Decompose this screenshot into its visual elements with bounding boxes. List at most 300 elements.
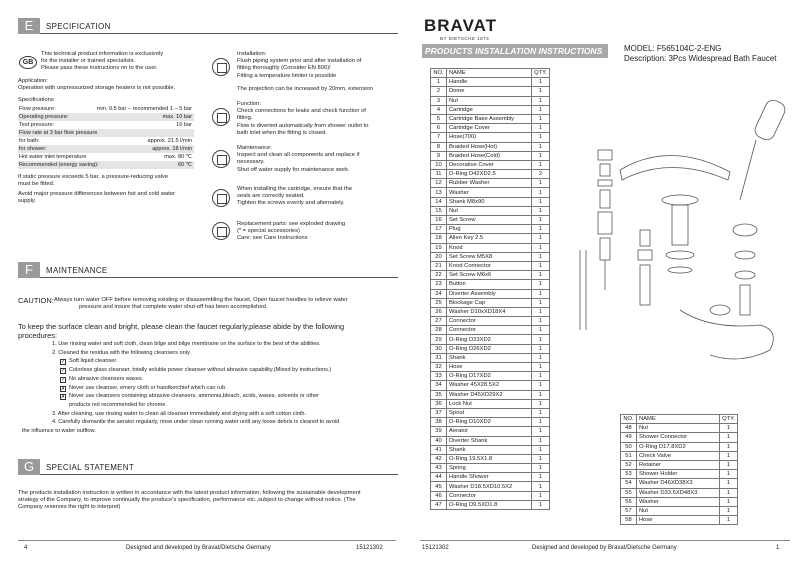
part-qty: 1 — [532, 96, 550, 105]
part-name: Decorative Cover — [447, 160, 532, 169]
table-row — [431, 298, 550, 307]
part-number: 42 — [431, 454, 447, 463]
part-number: 30 — [431, 344, 447, 353]
part-number: 37 — [431, 408, 447, 417]
part-name: O-Ring D42XD2.5 — [447, 170, 532, 179]
part-number: 39 — [431, 427, 447, 436]
intro-text: This technical product information is exclusively for the installer or trained specialists. Please pass these instructions on to the user. — [41, 51, 164, 72]
part-qty: 1 — [720, 479, 738, 488]
cartridge-part — [600, 190, 610, 208]
part-name: Diverter Shank — [447, 436, 532, 445]
part-name: Spring — [447, 464, 532, 473]
table-row — [431, 78, 550, 87]
spec-value: approx. 18 l/min — [152, 146, 192, 152]
part-qty: 1 — [532, 408, 550, 417]
part-qty: 1 — [532, 243, 550, 252]
part-qty: 1 — [532, 491, 550, 500]
cross-icon: ✗ — [61, 385, 66, 392]
shower-shank — [740, 285, 750, 315]
part-number: 33 — [431, 372, 447, 381]
part-name: Washer D45XD29X2 — [447, 390, 532, 399]
knob-part — [638, 250, 652, 260]
spec-label: Operating pressure: — [19, 114, 69, 120]
replacement-text: Replacement parts: see exploded drawing (* = special accessories) Care: see Care Instructions — [237, 221, 346, 242]
table-row — [621, 479, 738, 488]
part-name: Shower Holder — [637, 470, 720, 479]
part-qty: 1 — [532, 124, 550, 133]
lock-nut-part — [668, 267, 692, 273]
section-title: SPECIFICATION — [46, 22, 111, 31]
part-number: 34 — [431, 381, 447, 390]
spec-row — [18, 145, 194, 153]
part-name: Set Screw M6x6 — [447, 271, 532, 280]
part-name: Connector — [447, 317, 532, 326]
col-name: NAME — [637, 415, 720, 424]
part-name: O-Ring D17XD2 — [447, 372, 532, 381]
part-name: Knod — [447, 243, 532, 252]
spec-row — [18, 105, 194, 113]
part-number: 24 — [431, 289, 447, 298]
part-qty: 1 — [532, 473, 550, 482]
part-number: 3 — [431, 96, 447, 105]
part-name: Set Screw M5X8 — [447, 252, 532, 261]
part-number: 14 — [431, 197, 447, 206]
table-row — [431, 408, 550, 417]
part-qty: 1 — [720, 497, 738, 506]
part-number: 26 — [431, 307, 447, 316]
table-row — [431, 317, 550, 326]
part-number: 11 — [431, 170, 447, 179]
table-row — [621, 506, 738, 515]
table-row — [431, 179, 550, 188]
shower-handle — [740, 140, 756, 200]
part-qty: 1 — [720, 451, 738, 460]
table-row — [621, 497, 738, 506]
table-row — [431, 491, 550, 500]
part-number: 45 — [431, 482, 447, 491]
cleanser-item — [60, 384, 339, 393]
part-number: 31 — [431, 353, 447, 362]
part-qty: 1 — [532, 464, 550, 473]
cleanser-list — [52, 357, 339, 401]
part-number: 9 — [431, 151, 447, 160]
part-qty: 1 — [532, 353, 550, 362]
spec-row — [18, 129, 194, 137]
installation-icon — [212, 58, 230, 76]
table-row — [431, 216, 550, 225]
part-name: Aerator — [447, 427, 532, 436]
part-number: 23 — [431, 280, 447, 289]
table-row — [431, 482, 550, 491]
table-row — [431, 252, 550, 261]
part-qty: 1 — [532, 298, 550, 307]
table-row — [621, 488, 738, 497]
footer-code: 15121302 — [356, 545, 383, 551]
part-name: Shank M8x90 — [447, 197, 532, 206]
part-qty: 1 — [532, 160, 550, 169]
table-row — [431, 445, 550, 454]
part-number: 2 — [431, 87, 447, 96]
part-qty: 1 — [532, 307, 550, 316]
part-number: 35 — [431, 390, 447, 399]
spec-label: Flow rate at 3 bar flow pressure — [19, 130, 98, 136]
caution-label: CAUTION: — [18, 296, 54, 305]
part-qty: 1 — [532, 280, 550, 289]
part-qty: 1 — [532, 151, 550, 160]
part-qty: 1 — [532, 500, 550, 509]
part-name: Washer 45X28.5X2 — [447, 381, 532, 390]
section-f-header — [18, 262, 398, 278]
function-icon — [212, 108, 230, 126]
section-letter: G — [18, 459, 40, 475]
part-qty: 1 — [720, 488, 738, 497]
table-row — [431, 87, 550, 96]
part-number: 50 — [621, 442, 637, 451]
part-number: 43 — [431, 464, 447, 473]
part-qty: 1 — [532, 326, 550, 335]
part-number: 13 — [431, 188, 447, 197]
part-number: 6 — [431, 124, 447, 133]
cross-icon: ✗ — [61, 394, 66, 401]
check-icon: ✓ — [61, 376, 66, 383]
spec-value: approx. 21.5 l/min — [147, 138, 192, 144]
part-qty: 1 — [720, 433, 738, 442]
part-number: 10 — [431, 160, 447, 169]
section-e-header — [18, 18, 398, 34]
part-number: 44 — [431, 473, 447, 482]
part-name: Shank — [447, 445, 532, 454]
spec-value: 60 ℃ — [177, 162, 192, 168]
part-name: Shank — [447, 353, 532, 362]
part-number: 5 — [431, 114, 447, 123]
table-row — [431, 206, 550, 215]
cleanser-item — [60, 366, 339, 375]
part-number: 15 — [431, 206, 447, 215]
part-name: Hose — [637, 516, 720, 525]
table-row — [431, 160, 550, 169]
table-row — [431, 105, 550, 114]
part-name: Washer D33.5XD48X3 — [637, 488, 720, 497]
part-number: 56 — [621, 497, 637, 506]
part-name: Handle Shower — [447, 473, 532, 482]
maintenance-text: Maintenance: Inspect and clean all components and replace if necessary. Shut off water supply for maintenance work. — [237, 145, 360, 173]
table-row — [431, 234, 550, 243]
table-row — [431, 96, 550, 105]
part-number: 29 — [431, 335, 447, 344]
part-number: 28 — [431, 326, 447, 335]
table-row — [431, 124, 550, 133]
washer-part — [666, 251, 694, 259]
part-qty: 1 — [532, 390, 550, 399]
part-qty: 1 — [532, 188, 550, 197]
parts-table — [430, 68, 550, 510]
part-name: Nut — [637, 424, 720, 433]
nut-part — [598, 180, 612, 186]
part-qty: 1 — [532, 252, 550, 261]
part-number: 46 — [431, 491, 447, 500]
brand-logo: BRAVAT — [424, 16, 498, 35]
part-qty: 1 — [532, 87, 550, 96]
spec-value: min. 0.5 bar – recommended 1 – 5 bar — [96, 106, 192, 112]
table-row — [431, 326, 550, 335]
part-number: 41 — [431, 445, 447, 454]
part-name: Nut — [637, 506, 720, 515]
part-qty: 1 — [532, 418, 550, 427]
part-number: 16 — [431, 216, 447, 225]
table-row — [431, 363, 550, 372]
part-number: 52 — [621, 460, 637, 469]
part-number: 25 — [431, 298, 447, 307]
gb-badge: GB — [19, 56, 37, 69]
nut-bottom — [710, 305, 730, 315]
spec-label: for shower: — [19, 146, 47, 152]
washer-ring-2 — [735, 271, 755, 279]
part-qty: 1 — [532, 372, 550, 381]
part-qty: 1 — [532, 142, 550, 151]
part-name: O-Ring D10XD2 — [447, 418, 532, 427]
part-name: Braided Hose(Hot) — [447, 142, 532, 151]
part-qty: 1 — [532, 436, 550, 445]
part-qty: 1 — [532, 482, 550, 491]
spout-base — [662, 195, 698, 205]
part-number: 51 — [621, 451, 637, 460]
avoid-note: Avoid major pressure differences between hot and cold water supply. — [18, 191, 176, 205]
part-number: 8 — [431, 142, 447, 151]
part-number: 17 — [431, 225, 447, 234]
part-qty: 1 — [720, 424, 738, 433]
statement-text: The products installation instruction is written in accordance with the latest product information, following the sustainable development strategy of the Company, to improve continually the produce's specification, performance etc.,subject to change without notice. (The Company reserves the right to interpret) — [18, 490, 361, 511]
handle-part — [598, 150, 612, 160]
part-name: O-Ring 19.5X1.8 — [447, 454, 532, 463]
cleanser-item — [60, 375, 339, 384]
part-name: Check Valve — [637, 451, 720, 460]
diverter-part — [640, 230, 650, 246]
cleanser-text: Colorless glass cleanser, totally soluble power cleanser without abrasive capability.(Mixed by instructions.) — [69, 367, 332, 374]
part-name: Knod Connector — [447, 261, 532, 270]
table-row — [431, 473, 550, 482]
parts-table-2 — [620, 414, 738, 525]
part-qty: 1 — [532, 206, 550, 215]
part-name: Lock Nut — [447, 399, 532, 408]
part-name: Braided Hose(Cold) — [447, 151, 532, 160]
spec-label: Flow pressure: — [19, 106, 56, 112]
part-qty: 1 — [532, 454, 550, 463]
check-icon: ✓ — [61, 359, 66, 366]
part-name: Handle — [447, 78, 532, 87]
part-name: Diverter Assembly — [447, 289, 532, 298]
footer-designed: Designed and developed by Bravat/Dietsche Germany — [532, 545, 677, 551]
part-number: 18 — [431, 234, 447, 243]
table-row — [431, 390, 550, 399]
spec-label: for bath: — [19, 138, 40, 144]
part-number: 19 — [431, 243, 447, 252]
part-name: Spout — [447, 408, 532, 417]
replacement-icon — [212, 222, 230, 240]
section-letter: E — [18, 18, 40, 34]
table-row — [431, 225, 550, 234]
part-name: Connector — [447, 326, 532, 335]
page-number: 4 — [24, 545, 28, 551]
col-name: NAME — [447, 69, 532, 78]
part-number: 47 — [431, 500, 447, 509]
description: Description: 3Pcs Widespread Bath Faucet — [624, 54, 777, 63]
part-qty: 1 — [532, 105, 550, 114]
table-row — [621, 424, 738, 433]
table-row — [431, 381, 550, 390]
table-row — [431, 353, 550, 362]
cleanser-item — [60, 357, 339, 366]
spec-row — [18, 153, 194, 161]
table-row — [431, 197, 550, 206]
table-row — [431, 344, 550, 353]
table-row — [431, 188, 550, 197]
section-title: MAINTENANCE — [46, 266, 108, 275]
part-name: Washer — [447, 188, 532, 197]
part-name: Plug — [447, 225, 532, 234]
part-name: Retainer — [637, 460, 720, 469]
part-name: Hose — [447, 363, 532, 372]
shower-hose — [680, 310, 773, 359]
brand-subtitle: BY DIETSCHE 1873 — [440, 36, 490, 41]
cartridge-text: When installing the cartridge, ensure that the seals are correctly seated. Tighten the screws evenly and alternately. — [237, 186, 353, 207]
part-number: 12 — [431, 179, 447, 188]
part-qty: 1 — [532, 216, 550, 225]
table-row — [431, 500, 550, 509]
part-qty: 1 — [532, 317, 550, 326]
part-number: 53 — [621, 470, 637, 479]
part-qty: 1 — [532, 133, 550, 142]
part-qty: 2 — [532, 170, 550, 179]
part-qty: 1 — [532, 78, 550, 87]
part-qty: 1 — [532, 427, 550, 436]
cartridge-base-part — [598, 212, 612, 234]
shank-part — [600, 238, 610, 260]
spec-row — [18, 137, 194, 145]
part-qty: 1 — [532, 445, 550, 454]
table-row — [621, 433, 738, 442]
dome-part — [600, 164, 610, 176]
section-g-header — [18, 459, 398, 475]
part-number: 4 — [431, 105, 447, 114]
spec-value: max. 10 bar — [162, 114, 192, 120]
spec-row — [18, 113, 194, 121]
caution-text: Always turn water OFF before removing existing or disassembling the faucet. Open faucet handles to relieve water pressure and insure that complete water shut-off has been accomplished. — [54, 297, 348, 311]
part-number: 1 — [431, 78, 447, 87]
table-row — [431, 427, 550, 436]
table-row — [621, 460, 738, 469]
part-qty: 1 — [532, 234, 550, 243]
diverter-shank — [640, 265, 650, 305]
part-qty: 1 — [720, 442, 738, 451]
col-no: NO. — [621, 415, 637, 424]
table-row — [431, 151, 550, 160]
part-name: Cartridge — [447, 105, 532, 114]
part-name: Nut — [447, 206, 532, 215]
spec-row — [18, 161, 194, 169]
shower-head — [752, 98, 787, 143]
function-text: Function: Check connections for leaks and check function of fitting. Flow is diverted automatically from shower outlet to bath inlet when the fitting is closed. — [237, 101, 369, 136]
spec-value: 16 bar — [176, 122, 192, 128]
part-qty: 1 — [532, 271, 550, 280]
part-number: 38 — [431, 418, 447, 427]
application-text: Application: Operation with unpressurized storage heaters is not possible. — [18, 78, 176, 92]
page-number: 1 — [776, 545, 780, 551]
part-qty: 1 — [532, 261, 550, 270]
model-info — [624, 44, 777, 64]
part-qty: 1 — [720, 460, 738, 469]
table-row — [431, 114, 550, 123]
table-row — [431, 280, 550, 289]
part-number: 7 — [431, 133, 447, 142]
cleanser-text: Never use cleanser, emery cloth or handkerchief which can rub. — [69, 384, 227, 391]
part-number: 58 — [621, 516, 637, 525]
cleanser-item — [60, 392, 339, 401]
part-qty: 1 — [720, 470, 738, 479]
cleanser-text: Never use cleansers containing abrasive cleansers, ammonia,bleach, acids, waxes, solvents or other — [69, 393, 319, 400]
part-name: Set Screw — [447, 216, 532, 225]
footer-rule — [18, 540, 396, 541]
part-qty: 1 — [720, 506, 738, 515]
col-no: NO. — [431, 69, 447, 78]
part-number: 40 — [431, 436, 447, 445]
cleanser-text: No abrasive cleansers waxes. — [69, 375, 144, 382]
table-row — [431, 133, 550, 142]
part-name: Blockage Cap — [447, 298, 532, 307]
table-row — [431, 399, 550, 408]
table-row — [621, 516, 738, 525]
part-number: 55 — [621, 488, 637, 497]
cleanser-text: Soft liquid cleanser. — [69, 358, 118, 365]
installation-text: Installation: Flush piping system prior and after installation of fitting thoroughly (Consider EN 806)! Fitting a temperature limiter is possible The projection can be increased by 20mm, extension — [237, 51, 373, 92]
section-letter: F — [18, 262, 40, 278]
keep-clean-text: To keep the surface clean and bright, please clean the faucet regularly,please abide by the following procedures: — [18, 322, 345, 340]
spec-row — [18, 121, 194, 129]
table-row — [621, 470, 738, 479]
part-name: Connector — [447, 491, 532, 500]
part-number: 27 — [431, 317, 447, 326]
part-number: 48 — [621, 424, 637, 433]
table-row — [431, 335, 550, 344]
maintenance-icon — [212, 150, 230, 168]
table-row — [431, 142, 550, 151]
table-row — [431, 464, 550, 473]
part-qty: 1 — [532, 381, 550, 390]
part-name: Rubber Washer — [447, 179, 532, 188]
part-qty: 1 — [532, 289, 550, 298]
spec-value: max. 80 ℃ — [164, 154, 192, 160]
part-number: 22 — [431, 271, 447, 280]
table-row — [431, 289, 550, 298]
instructions-banner: PRODUCTS INSTALLATION INSTRUCTIONS — [422, 44, 608, 58]
part-number: 49 — [621, 433, 637, 442]
shower-holder — [733, 224, 757, 236]
cartridge-icon — [212, 189, 230, 207]
col-qty: QTY. — [720, 415, 738, 424]
part-qty: 1 — [532, 344, 550, 353]
part-name: Washer D46XD38X3 — [637, 479, 720, 488]
part-qty: 1 — [532, 197, 550, 206]
part-qty: 1 — [532, 225, 550, 234]
part-qty: 1 — [532, 114, 550, 123]
part-name: O-Ring D9.5XD1.8 — [447, 500, 532, 509]
part-name: Allen Key 2.5 — [447, 234, 532, 243]
table-row — [431, 372, 550, 381]
part-qty: 1 — [532, 399, 550, 408]
part-number: 36 — [431, 399, 447, 408]
table-row — [431, 418, 550, 427]
part-number: 20 — [431, 252, 447, 261]
part-name: O-Ring D23XD2 — [447, 335, 532, 344]
